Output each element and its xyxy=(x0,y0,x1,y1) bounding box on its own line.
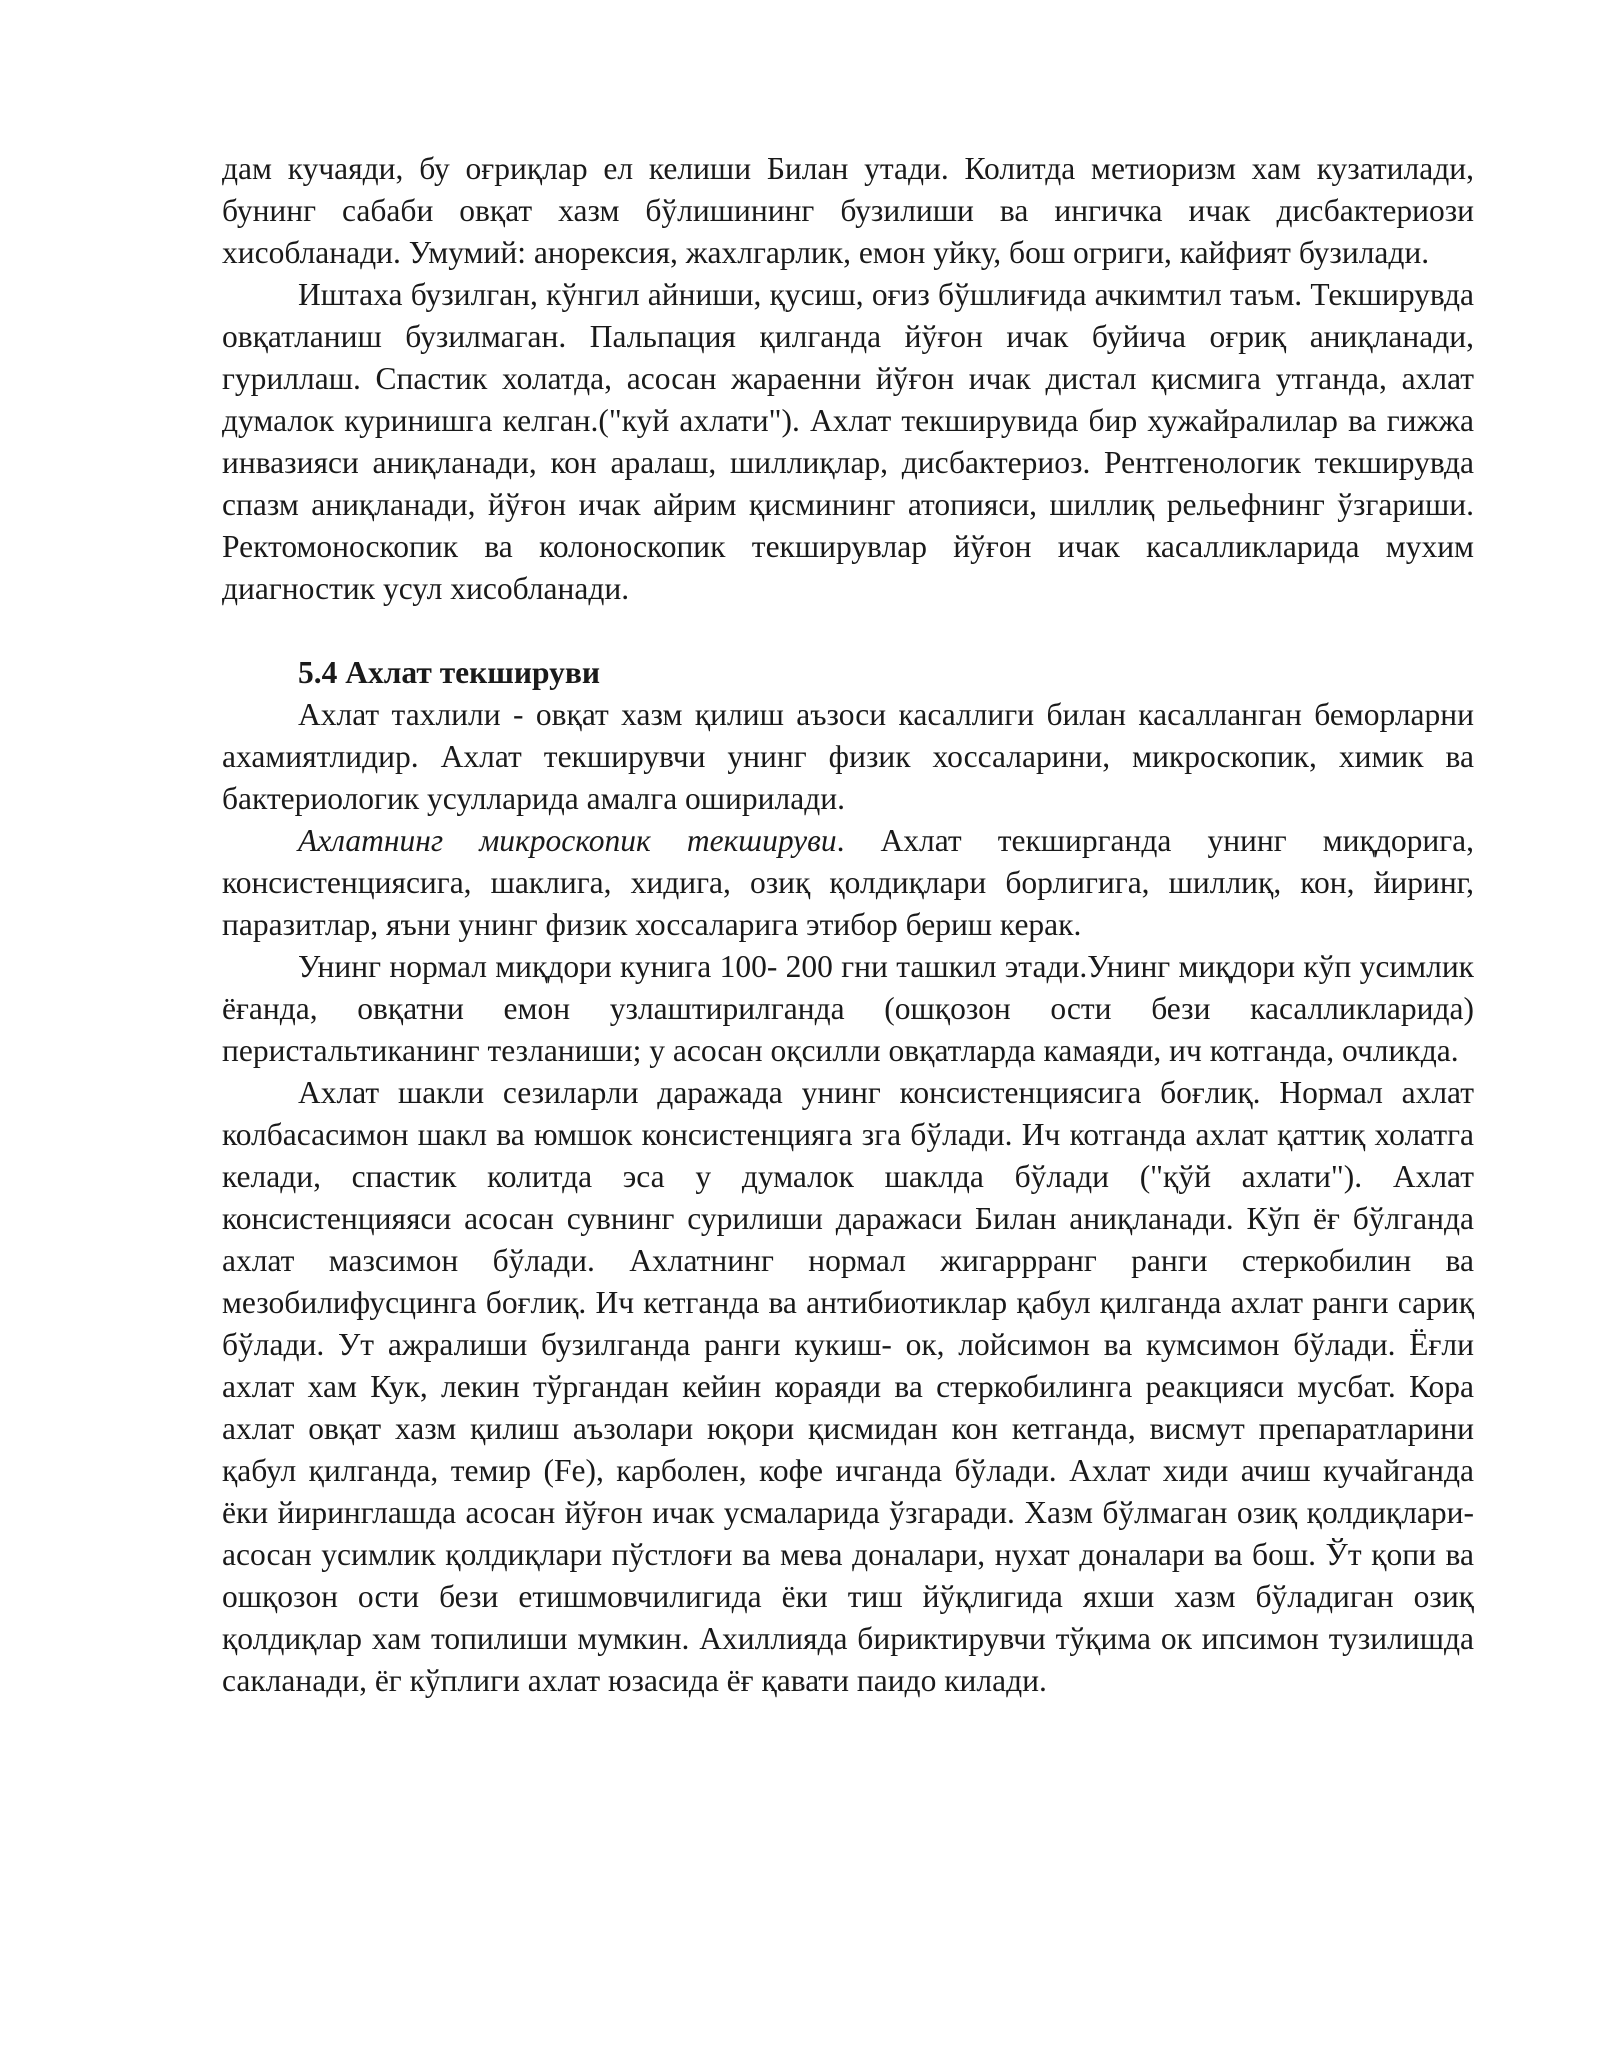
paragraph: дам кучаяди, бу оғриқлар ел келиши Билан утади. Колитда метиоризм хам кузатилади, бунинг сабаби овқат хазм бўлишининг бузилиши ва ингичка ичак дисбактериози хисобланади. Умумий: анорексия, жахлгарлик, емон уйку, бош огриги, кайфият бузилади. xyxy=(222,151,1474,270)
paragraph xyxy=(222,820,1474,946)
italic-subheading: Ахлатнинг микроскопик текшируви xyxy=(298,823,837,858)
paragraph: Унинг нормал миқдори кунига 100- 200 гни ташкил этади.Унинг миқдори кўп усимлик ёғанда, овқатни емон узлаштирилганда (ошқозон ости бези касалликларида) перистальтиканинг тезланиши; у асосан оқсилли овқатларда камаяди, ич котганда, очликда. xyxy=(222,949,1474,1068)
paragraph: Иштаха бузилган, кўнгил айниши, қусиш, оғиз бўшлиғида ачкимтил таъм. Текширувда овқатланиш бузилмаган. Пальпация қилганда йўғон ичак буйича оғриқ аниқланади, гуриллаш. Спастик холатда, асосан жараенни йўғон ичак дистал қисмига утганда, ахлат думалок куринишга келган.("куй ахлати"). Ахлат текширувида бир хужайралилар ва гижжа инвазияси аниқланади, кон аралаш, шиллиқлар, дисбактериоз. Рентгенологик текширувда спазм аниқланади, йўғон ичак айрим қисмининг атопияси, шиллиқ рельефнинг ўзгариши. Ректомоноскопик ва колоноскопик текширувлар йўғон ичак касалликларида мухим диагностик усул хисобланади. xyxy=(222,277,1474,606)
paragraph-text: . Ахлат текширганда унинг миқдорига, консистенциясига, шаклига, хидига, озиқ қолдиқлари борлигига, шиллиқ, кон, йиринг, паразитлар, яъни унинг физик хоссаларига этибор бериш керак. xyxy=(222,823,1474,942)
paragraph: Ахлат шакли сезиларли даражада унинг консистенциясига боғлиқ. Нормал ахлат колбасасимон шакл ва юмшок консистенцияга зга бўлади. Ич котганда ахлат қаттиқ холатга келади, спастик колитда эса у думалок шаклда бўлади ("қўй ахлати"). Ахлат консистенцияяси асосан сувнинг сурилиши даражаси Билан аниқланади. Кўп ёғ бўлганда ахлат мазсимон бўлади. Ахлатнинг нормал жигаррранг ранги стеркобилин ва мезобилифусцинга боғлиқ. Ич кетганда ва антибиотиклар қабул қилганда ахлат ранги сариқ бўлади. Ут ажралиши бузилганда ранги кукиш- ок, лойсимон ва кумсимон бўлади. Ёғли ахлат хам Кук, лекин тўргандан кейин кораяди ва стеркобилинга реакцияси мусбат. Кора ахлат овқат хазм қилиш аъзолари юқори қисмидан кон кетганда, висмут препаратларини қабул қилганда, темир (Fe), карболен, кофе ичганда бўлади. Ахлат хиди ачиш кучайганда ёки йиринглашда асосан йўғон ичак усмаларида ўзгаради. Хазм бўлмаган озиқ қолдиқлари- асосан усимлик қолдиқлари пўстлоғи ва мева доналари, нухат доналари ва бош. Ўт қопи ва ошқозон ости бези етишмовчилигида ёки тиш йўқлигида яхши хазм бўладиган озиқ қолдиқлар хам топилиши мумкин. Ахиллияда бириктирувчи тўқима ок ипсимон тузилишда сакланади, ёг кўплиги ахлат юзасида ёғ қавати паидо килади. xyxy=(222,1075,1474,1698)
section-heading: 5.4 Ахлат текшируви xyxy=(298,655,601,690)
paragraph: Ахлат тахлили - овқат хазм қилиш аъзоси касаллиги билан касалланган беморларни ахамиятлидир. Ахлат текширувчи унинг физик хоссаларини, микроскопик, химик ва бактериологик усулларида амалга оширилади. xyxy=(222,697,1474,816)
document-page xyxy=(222,148,1474,1702)
